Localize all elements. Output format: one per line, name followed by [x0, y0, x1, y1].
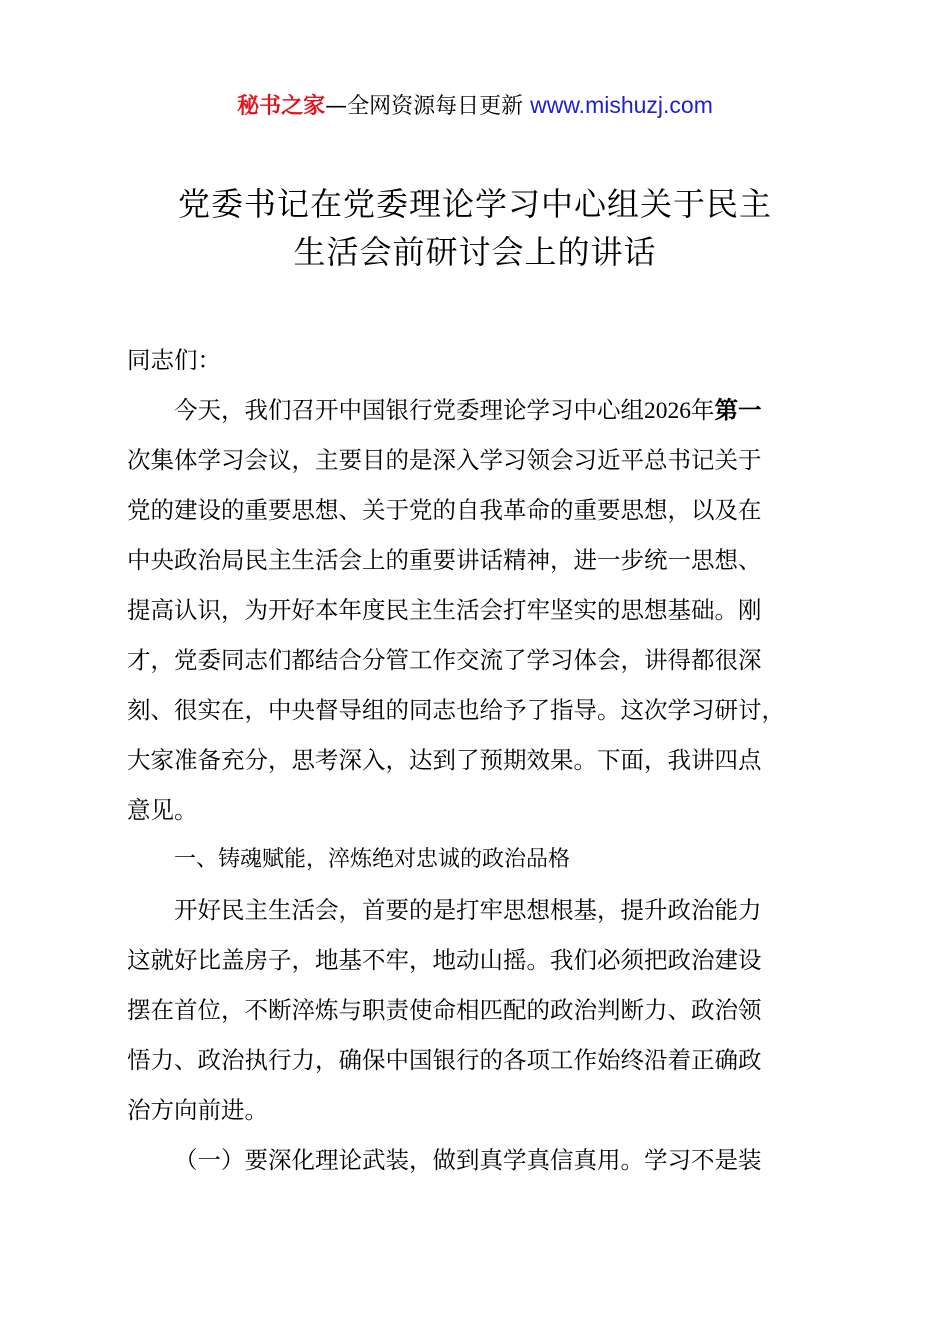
paragraph-line: 开好民主生活会，首要的是打牢思想根基，提升政治能力 [174, 896, 762, 924]
brand-name: 秘书之家 [237, 94, 326, 119]
site-url-link[interactable]: www.mishuzj.com [530, 92, 713, 118]
paragraph-line: 才，党委同志们都结合分管工作交流了学习体会，讲得都很深 [127, 646, 762, 674]
title-line: 党委书记在党委理论学习中心组关于民主 [177, 185, 772, 223]
paragraph-line: 这就好比盖房子，地基不牢，地动山摇。我们必须把政治建设 [127, 946, 762, 974]
paragraph-line: 意见。 [127, 796, 198, 824]
site-slogan: —全网资源每日更新 [325, 94, 524, 119]
paragraph-line: 党的建设的重要思想、关于党的自我革命的重要思想，以及在 [127, 496, 762, 524]
paragraph-line: 大家准备充分，思考深入，达到了预期效果。下面，我讲四点 [127, 746, 762, 774]
year-number: 2026 [644, 398, 691, 424]
paragraph-line [127, 385, 839, 435]
salutation: 同志们： [127, 346, 221, 374]
year-unit: 年 [691, 396, 715, 424]
paragraph-line: 治方向前进。 [127, 1096, 268, 1124]
paragraph-line: 摆在首位，不断淬炼与职责使命相匹配的政治判断力、政治领 [127, 996, 762, 1024]
title-line: 生活会前研讨会上的讲话 [293, 233, 657, 271]
bold-ordinal: 第一 [714, 396, 762, 424]
subsection-line: （一）要深化理论武装，做到真学真信真用。学习不是装 [174, 1146, 762, 1174]
paragraph-text: 今天，我们召开中国银行党委理论学习中心组 [174, 396, 644, 424]
paragraph-line: 悟力、政治执行力，确保中国银行的各项工作始终沿着正确政 [127, 1046, 762, 1074]
document-body [127, 335, 839, 1185]
section-heading: 一、铸魂赋能，淬炼绝对忠诚的政治品格 [174, 847, 571, 872]
document-title [100, 180, 850, 276]
paragraph-line: 刻、很实在，中央督导组的同志也给予了指导。这次学习研讨， [127, 696, 785, 724]
paragraph-line: 中央政治局民主生活会上的重要讲话精神，进一步统一思想、 [127, 546, 762, 574]
paragraph-line: 次集体学习会议，主要目的是深入学习领会习近平总书记关于 [127, 446, 762, 474]
paragraph-line: 提高认识，为开好本年度民主生活会打牢坚实的思想基础。刚 [127, 596, 762, 624]
site-header [0, 88, 950, 124]
